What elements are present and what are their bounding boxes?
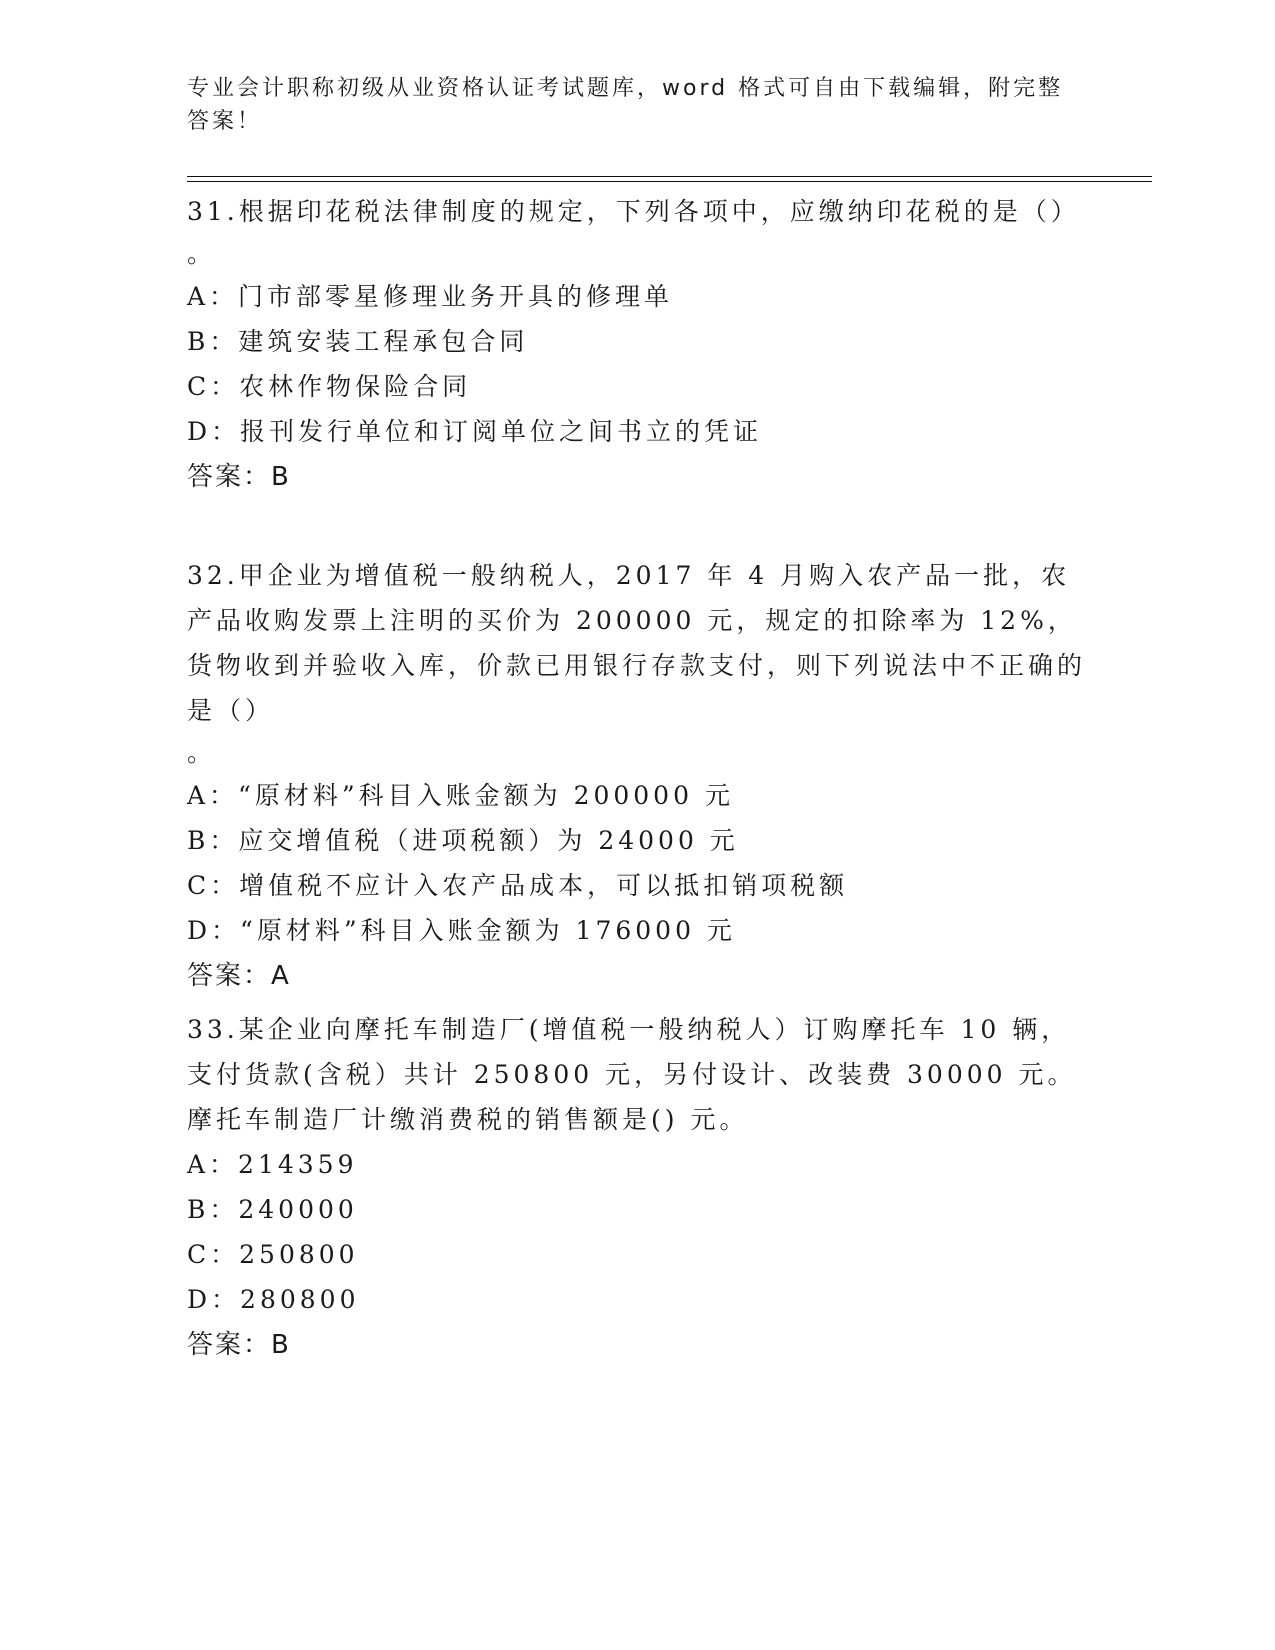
option-d: D：“原材料”科目入账金额为 176000 元: [187, 916, 736, 945]
question-stem-tail: 。: [187, 738, 217, 767]
option-b: B：应交增值税（进项税额）为 24000 元: [187, 826, 739, 855]
option-b: B：建筑安装工程承包合同: [187, 327, 529, 356]
option-c: C：增值税不应计入农产品成本，可以抵扣销项税额: [187, 871, 849, 900]
option-b: B：240000: [187, 1195, 358, 1224]
answer-line: 答案：A: [187, 961, 291, 991]
question-33: [187, 1007, 1087, 1368]
question-stem: 33.某企业向摩托车制造厂(增值税一般纳税人）订购摩托车 10 辆，支付货款(含税）共计 250800 元，另付设计、改装费 30000 元。摩托车制造厂计缴消费税的销售额是() 元。: [187, 1015, 1077, 1134]
option-c: C：250800: [187, 1240, 359, 1269]
answer-line: 答案：B: [187, 1330, 291, 1360]
option-d: D：报刊发行单位和订阅单位之间书立的凭证: [187, 417, 763, 446]
header-divider-bottom: [187, 181, 1152, 182]
option-a: A：214359: [187, 1150, 358, 1179]
option-a: A：门市部零星修理业务开具的修理单: [187, 282, 674, 311]
header-divider-top: [187, 176, 1152, 177]
option-c: C：农林作物保险合同: [187, 372, 472, 401]
option-d: D：280800: [187, 1285, 360, 1314]
question-stem: 31.根据印花税法律制度的规定，下列各项中，应缴纳印花税的是（）: [187, 197, 1080, 226]
document-header: [187, 72, 1067, 138]
question-stem-tail: 。: [187, 239, 217, 268]
question-stem: 32.甲企业为增值税一般纳税人，2017 年 4 月购入农产品一批，农产品收购发票上注明的买价为 200000 元，规定的扣除率为 12%，货物收到并验收入库，价款已用银行存款支付，则下列说法中不正确的是（）: [187, 561, 1087, 725]
question-32: [187, 553, 1087, 999]
question-31: [187, 189, 1087, 500]
answer-line: 答案：B: [187, 462, 291, 492]
header-intro-text: 专业会计职称初级从业资格认证考试题库，word 格式可自由下载编辑，附完整答案！: [187, 76, 1064, 134]
option-a: A：“原材料”科目入账金额为 200000 元: [187, 781, 734, 810]
